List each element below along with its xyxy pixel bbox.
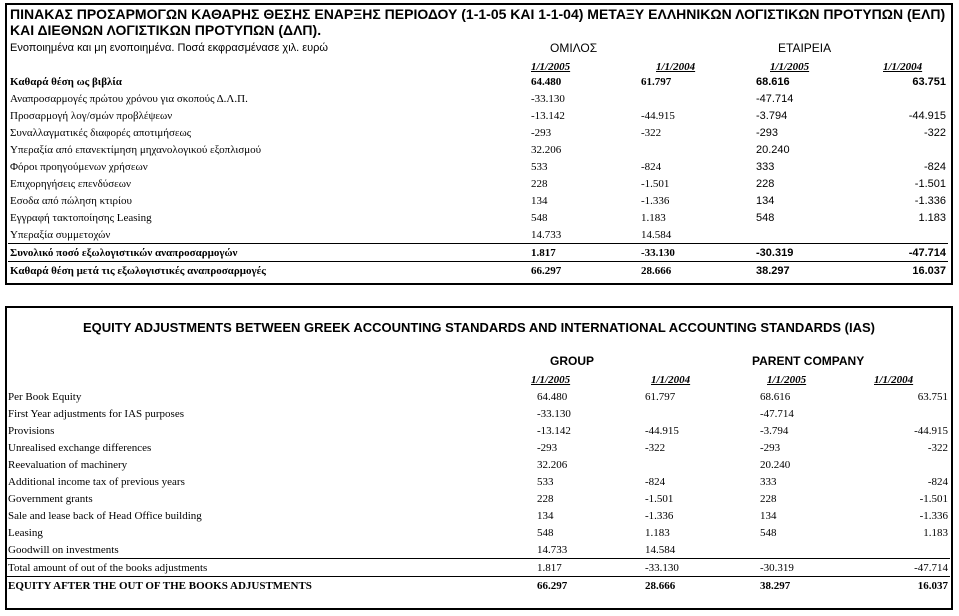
row-label: Unrealised exchange differences xyxy=(8,441,152,454)
row-value-3: 63.751 xyxy=(912,75,946,88)
row-value-1: 14.584 xyxy=(645,543,676,556)
row-value-3: 63.751 xyxy=(917,390,948,403)
english-date-group-2004: 1/1/2004 xyxy=(651,374,691,386)
row-value-2: -3.794 xyxy=(760,424,789,437)
row-value-0: -33.130 xyxy=(531,92,565,105)
table-row xyxy=(8,90,948,107)
table-row xyxy=(6,541,950,559)
row-value-2: 68.616 xyxy=(760,390,791,403)
row-value-1: 1.183 xyxy=(645,526,670,539)
row-value-1: -33.130 xyxy=(643,559,758,577)
row-value-1: -322 xyxy=(645,441,666,454)
row-value-2: 134 xyxy=(756,194,775,207)
row-value-2: 134 xyxy=(760,509,777,522)
table-row xyxy=(8,262,948,280)
greek-date-company-2004: 1/1/2004 xyxy=(883,61,923,73)
row-value-0: 228 xyxy=(531,177,548,190)
greek-date-group-2004: 1/1/2004 xyxy=(656,61,696,73)
row-value-3: 1.183 xyxy=(923,526,948,539)
row-label: Leasing xyxy=(8,526,43,539)
row-value-1: -1.336 xyxy=(645,509,674,522)
row-value-3: -322 xyxy=(923,126,946,139)
row-label: Εγγραφή τακτοποίησης Leasing xyxy=(10,211,152,224)
table-row xyxy=(8,226,948,244)
row-value-3: -44.915 xyxy=(908,109,946,122)
table-row xyxy=(8,158,948,175)
row-value-2: -47.714 xyxy=(760,407,794,420)
row-value-3: 16.037 xyxy=(870,577,950,595)
row-value-1: -1.501 xyxy=(641,177,670,190)
row-label: EQUITY AFTER THE OUT OF THE BOOKS ADJUSTMENTS xyxy=(6,577,535,595)
row-value-3: -1.336 xyxy=(919,509,948,522)
row-label: Per Book Equity xyxy=(8,390,82,403)
row-value-0: 32.206 xyxy=(537,458,568,471)
row-value-2: 38.297 xyxy=(754,262,866,280)
row-value-0: -13.142 xyxy=(537,424,571,437)
table-row xyxy=(6,388,950,405)
greek-adjustments-table xyxy=(8,73,948,279)
row-label: Καθαρά θέση ως βιβλία xyxy=(10,75,122,88)
english-date-group-2005: 1/1/2005 xyxy=(531,374,571,386)
table-row xyxy=(8,244,948,262)
greek-title: ΠΙΝΑΚΑΣ ΠΡΟΣΑΡΜΟΓΩΝ ΚΑΘΑΡΗΣ ΘΕΣΗΣ ΕΝΑΡΞΗΣ ΠΕΡΙΟΔΟΥ (1-1-05 ΚΑΙ 1-1-04) ΜΕΤΑΞΥ ΕΛΛΗΝΙΚΩΝ ΛΟΓΙΣΤΙΚΩΝ ΠΡΟΤΥΠΩΝ (ΕΛΠ) ΚΑΙ ΔΙΕΘΝΩΝ ΛΟΓΙΣΤΙΚΩΝ ΠΡΟΤΥΠΩΝ (ΔΛΠ). xyxy=(10,6,946,38)
row-value-3: 16.037 xyxy=(866,262,948,280)
row-value-2: -30.319 xyxy=(758,559,870,577)
row-value-2: 548 xyxy=(760,526,777,539)
row-value-3: -44.915 xyxy=(914,424,948,437)
row-value-3: -47.714 xyxy=(870,559,950,577)
row-label: Reevaluation of machinery xyxy=(8,458,128,471)
table-row xyxy=(8,73,948,90)
table-row xyxy=(6,473,950,490)
table-row xyxy=(6,439,950,456)
english-company-header: PARENT COMPANY xyxy=(752,354,865,368)
row-value-3 xyxy=(870,405,950,422)
row-value-3: -47.714 xyxy=(866,244,948,262)
row-label: Sale and lease back of Head Office building xyxy=(8,509,202,522)
row-label: Φόροι προηγούμενων χρήσεων xyxy=(10,160,148,173)
row-value-1: 14.584 xyxy=(641,228,672,241)
english-group-header: GROUP xyxy=(550,354,595,368)
row-value-1 xyxy=(643,405,758,422)
table-row xyxy=(6,577,950,595)
row-value-0: -13.142 xyxy=(531,109,565,122)
row-value-0: -293 xyxy=(531,126,552,139)
row-value-0: 533 xyxy=(531,160,548,173)
row-value-3 xyxy=(866,141,948,158)
row-value-1: 61.797 xyxy=(645,390,676,403)
row-label: Επιχορηγήσεις επενδύσεων xyxy=(10,177,131,190)
row-value-0: 66.297 xyxy=(535,577,643,595)
table-row xyxy=(8,192,948,209)
english-title: EQUITY ADJUSTMENTS BETWEEN GREEK ACCOUNTING STANDARDS AND INTERNATIONAL ACCOUNTING STANDARDS (IAS) xyxy=(82,320,876,335)
row-value-1: -44.915 xyxy=(645,424,679,437)
row-label: Αναπροσαρμογές πρώτου χρόνου για σκοπούς Δ.Λ.Π. xyxy=(10,92,248,105)
row-label: Καθαρά θέση μετά τις εξωλογιστικές αναπροσαρμογές xyxy=(8,262,529,280)
greek-date-group-2005: 1/1/2005 xyxy=(531,61,571,73)
row-value-0: 548 xyxy=(537,526,554,539)
row-value-0: 64.480 xyxy=(537,390,568,403)
row-value-0: 1.817 xyxy=(535,559,643,577)
english-reconciliation-box xyxy=(5,306,953,610)
table-row xyxy=(8,107,948,124)
row-label: Συναλλαγματικές διαφορές αποτιμήσεως xyxy=(10,126,192,139)
row-value-2: 38.297 xyxy=(758,577,870,595)
row-value-0: 32.206 xyxy=(531,143,562,156)
row-value-2: 333 xyxy=(756,160,775,173)
row-value-3: -824 xyxy=(927,475,948,488)
row-value-2: 68.616 xyxy=(756,75,790,88)
row-value-2: 20.240 xyxy=(760,458,791,471)
row-value-1: -824 xyxy=(645,475,666,488)
greek-reconciliation-box xyxy=(5,3,953,285)
row-value-1: 1.183 xyxy=(641,211,666,224)
row-value-2: -3.794 xyxy=(756,109,788,122)
row-value-0: 134 xyxy=(531,194,548,207)
row-value-3 xyxy=(870,456,950,473)
row-value-1: 28.666 xyxy=(639,262,754,280)
row-label: First Year adjustments for IAS purposes xyxy=(8,407,184,420)
row-value-1: -44.915 xyxy=(641,109,675,122)
row-label: Total amount of out of the books adjustments xyxy=(6,559,535,577)
row-value-3: -1.501 xyxy=(914,177,946,190)
table-row xyxy=(6,490,950,507)
row-value-1: -1.336 xyxy=(641,194,670,207)
row-value-0: -33.130 xyxy=(537,407,571,420)
row-value-0: 14.733 xyxy=(537,543,568,556)
row-value-1: 61.797 xyxy=(641,75,672,88)
row-value-1 xyxy=(643,456,758,473)
row-value-3: -1.336 xyxy=(914,194,946,207)
row-label: Υπεραξία συμμετοχών xyxy=(10,228,111,241)
row-value-2: -293 xyxy=(756,126,779,139)
row-label: Προσαρμογή λογ/σμών προβλέψεων xyxy=(10,109,173,122)
row-value-0: 228 xyxy=(537,492,554,505)
english-date-company-2004: 1/1/2004 xyxy=(874,374,914,386)
row-value-2: -47.714 xyxy=(756,92,794,105)
row-value-2: 20.240 xyxy=(756,143,790,156)
table-row xyxy=(6,524,950,541)
row-value-3: 1.183 xyxy=(918,211,946,224)
row-value-0: 533 xyxy=(537,475,554,488)
row-label: Government grants xyxy=(8,492,93,505)
table-row xyxy=(6,422,950,439)
row-label: Εσοδα από πώληση κτιρίου xyxy=(10,194,132,207)
table-row xyxy=(8,209,948,226)
row-value-2: -293 xyxy=(760,441,781,454)
greek-group-header: ΟΜΙΛΟΣ xyxy=(550,41,598,55)
row-value-3 xyxy=(866,226,948,244)
row-value-1: -322 xyxy=(641,126,662,139)
table-row xyxy=(6,559,950,577)
row-value-3: -1.501 xyxy=(919,492,948,505)
row-value-0: 1.817 xyxy=(529,244,639,262)
table-row xyxy=(6,405,950,422)
greek-date-company-2005: 1/1/2005 xyxy=(770,61,810,73)
row-label: Provisions xyxy=(8,424,55,437)
row-value-2: 228 xyxy=(756,177,775,190)
row-value-1: -824 xyxy=(641,160,662,173)
row-value-3: -824 xyxy=(923,160,946,173)
row-value-3 xyxy=(866,90,948,107)
table-row xyxy=(8,141,948,158)
english-date-company-2005: 1/1/2005 xyxy=(767,374,807,386)
row-value-1: -33.130 xyxy=(639,244,754,262)
row-value-2 xyxy=(758,541,870,559)
row-label: Υπεραξία από επανεκτίμηση μηχανολογικού εξοπλισμού xyxy=(10,143,262,156)
row-value-2 xyxy=(754,226,866,244)
row-value-1: -1.501 xyxy=(645,492,674,505)
row-label: Συνολικό ποσό εξωλογιστικών αναπροσαρμογών xyxy=(8,244,529,262)
row-value-2: 333 xyxy=(760,475,777,488)
row-label: Additional income tax of previous years xyxy=(8,475,185,488)
row-value-2: -30.319 xyxy=(754,244,866,262)
row-label: Goodwill on investments xyxy=(8,543,119,556)
row-value-3 xyxy=(870,541,950,559)
table-row xyxy=(8,175,948,192)
table-row xyxy=(6,456,950,473)
greek-currency-note: Ενοποιημένα και μη ενοποιημένα. Ποσά εκφρασμένασε χιλ. ευρώ xyxy=(10,42,329,54)
row-value-0: 64.480 xyxy=(531,75,562,88)
greek-company-header: ΕΤΑΙΡΕΙΑ xyxy=(778,41,832,55)
row-value-0: 14.733 xyxy=(531,228,562,241)
row-value-1 xyxy=(639,141,754,158)
row-value-1 xyxy=(639,90,754,107)
row-value-0: 548 xyxy=(531,211,548,224)
row-value-0: 134 xyxy=(537,509,554,522)
table-row xyxy=(6,507,950,524)
row-value-0: 66.297 xyxy=(529,262,639,280)
table-row xyxy=(8,124,948,141)
english-adjustments-table xyxy=(6,388,950,594)
row-value-2: 228 xyxy=(760,492,777,505)
row-value-3: -322 xyxy=(927,441,948,454)
row-value-2: 548 xyxy=(756,211,775,224)
row-value-0: -293 xyxy=(537,441,558,454)
row-value-1: 28.666 xyxy=(643,577,758,595)
